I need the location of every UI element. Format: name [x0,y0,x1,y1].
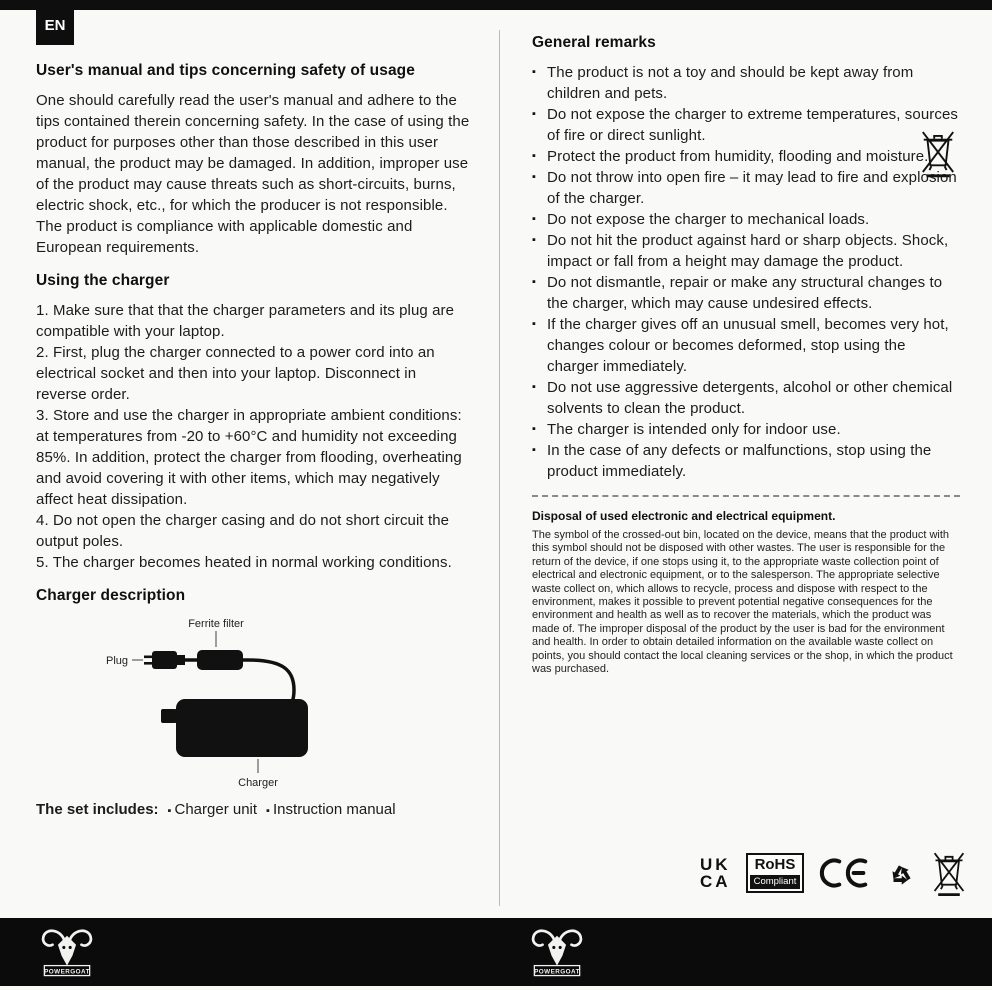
bottom-black-bar [0,918,992,986]
language-badge: EN [36,5,74,45]
charger-diagram [98,615,438,795]
brand-logo [528,923,586,986]
safety-heading: User's manual and tips concerning safety of usage [36,62,415,79]
disposal-paragraph: The symbol of the crossed-out bin, located on the device, means that the product with this symbol should not be disposed with other wastes. The user is responsible for the return of the device, if one stops using it, to the appropriate waste collection point of electrical and electronic equipment, or to the salesperson. The appropriate selective waste collect on, which allows to recycle, process and dispose with respect to the environment, makes it possible to prevent potential negative consequences for the environment and health as well as to recover the materials, which the product was made of. The improper disposal of the product by the user is bad for the environment and health. In order to obtain detailed information on the available waste collect on points, you should contact the local cleaning services or the shop, in which the product was purchased. [532,529,953,676]
general-remarks-heading: General remarks [532,34,656,51]
remark-item: ▪ Do not dismantle, repair or make any structural changes to the charger, which may cause undesired effects. [532,272,960,314]
using-charger-heading: Using the charger [36,272,170,289]
left-column [36,62,470,818]
step-item: 5. The charger becomes heated in normal working conditions. [36,554,452,571]
remark-item: ▪ Do not throw into open fire – it may lead to fire and explosion of the charger. [532,167,960,209]
top-black-bar [0,0,992,10]
safety-paragraph: One should carefully read the user's manual and adhere to the tips contained therein concerning safety. In the case of using the product for purposes other than those described in this user manual, the product may be damaged. In addition, improper use of the product may cause threats such as short-circuits, burns, electric shock, etc., for which the producer is not responsible. The product is compliance with applicable domestic and European requirements. [36,92,470,256]
compliance-marks [700,846,967,900]
plug-label: Plug [106,655,129,667]
ukca-line1: UK [700,855,731,874]
charger-connector [161,709,177,723]
set-includes-item: ▪ Charger unit [168,801,258,818]
set-includes-item: ▪ Instruction manual [266,801,396,818]
ferrite-filter-label: Ferrite filter [188,618,244,630]
step-item: 1. Make sure that that the charger parameters and its plug are compatible with your laptop. [36,302,455,340]
ukca-mark [700,856,731,890]
remark-item: ▪ In the case of any defects or malfunctions, stop using the product immediately. [532,440,960,482]
ferrite-filter-shape [197,650,243,670]
brand-logo [38,923,96,986]
rohs-compliant-label: Compliant [750,875,801,889]
column-divider [499,30,500,906]
general-remarks-list [532,62,960,482]
remark-item: ▪ Do not use aggressive detergents, alcohol or other chemical solvents to clean the product. [532,377,960,419]
ce-mark [819,856,871,890]
charger-description-heading: Charger description [36,587,186,604]
disposal-heading: Disposal of used electronic and electrical equipment. [532,509,836,523]
weee-bin-icon [919,127,957,179]
dashed-divider [532,495,960,497]
rohs-mark [746,853,805,893]
remark-item: ▪ Do not expose the charger to extreme temperatures, sources of fire or direct sunlight. [532,104,960,146]
brand-name: POWERGOAT [44,968,90,976]
plug-shape [144,651,185,669]
remark-item: ▪ The product is not a toy and should be kept away from children and pets. [532,62,960,104]
remark-item: ▪ If the charger gives off an unusual smell, becomes very hot, changes colour or becomes deformed, stop using the charger immediately. [532,314,960,377]
charger-brick [176,699,308,757]
rohs-label: RoHS [754,856,796,873]
remark-item: ▪ Do not expose the charger to mechanical loads. [532,209,960,230]
remark-item: ▪ Do not hit the product against hard or sharp objects. Shock, impact or fall from a height may damage the product. [532,230,960,272]
recycle-icon [886,858,916,888]
remark-item: ▪ Protect the product from humidity, flooding and moisture. [532,146,960,167]
set-includes-row [36,801,470,818]
ukca-line2: CA [700,872,731,891]
charger-label: Charger [238,777,278,789]
remark-item: ▪ The charger is intended only for indoor use. [532,419,960,440]
brand-name: POWERGOAT [534,968,580,976]
step-item: 2. First, plug the charger connected to a power cord into an electrical socket and then into your laptop. Disconnect in reverse order. [36,344,435,403]
step-item: 3. Store and use the charger in appropriate ambient conditions: at temperatures from -20 to +60°C and humidity not exceeding 85%. In addition, protect the charger from flooding, overheating and avoid covering it with other items, which may negatively affect heat dissipation. [36,407,462,508]
set-includes-label: The set includes: [36,801,159,818]
using-charger-steps [36,300,470,573]
step-item: 4. Do not open the charger casing and do not short circuit the output poles. [36,512,450,550]
weee-bin-icon [931,848,967,898]
right-column [532,34,960,676]
